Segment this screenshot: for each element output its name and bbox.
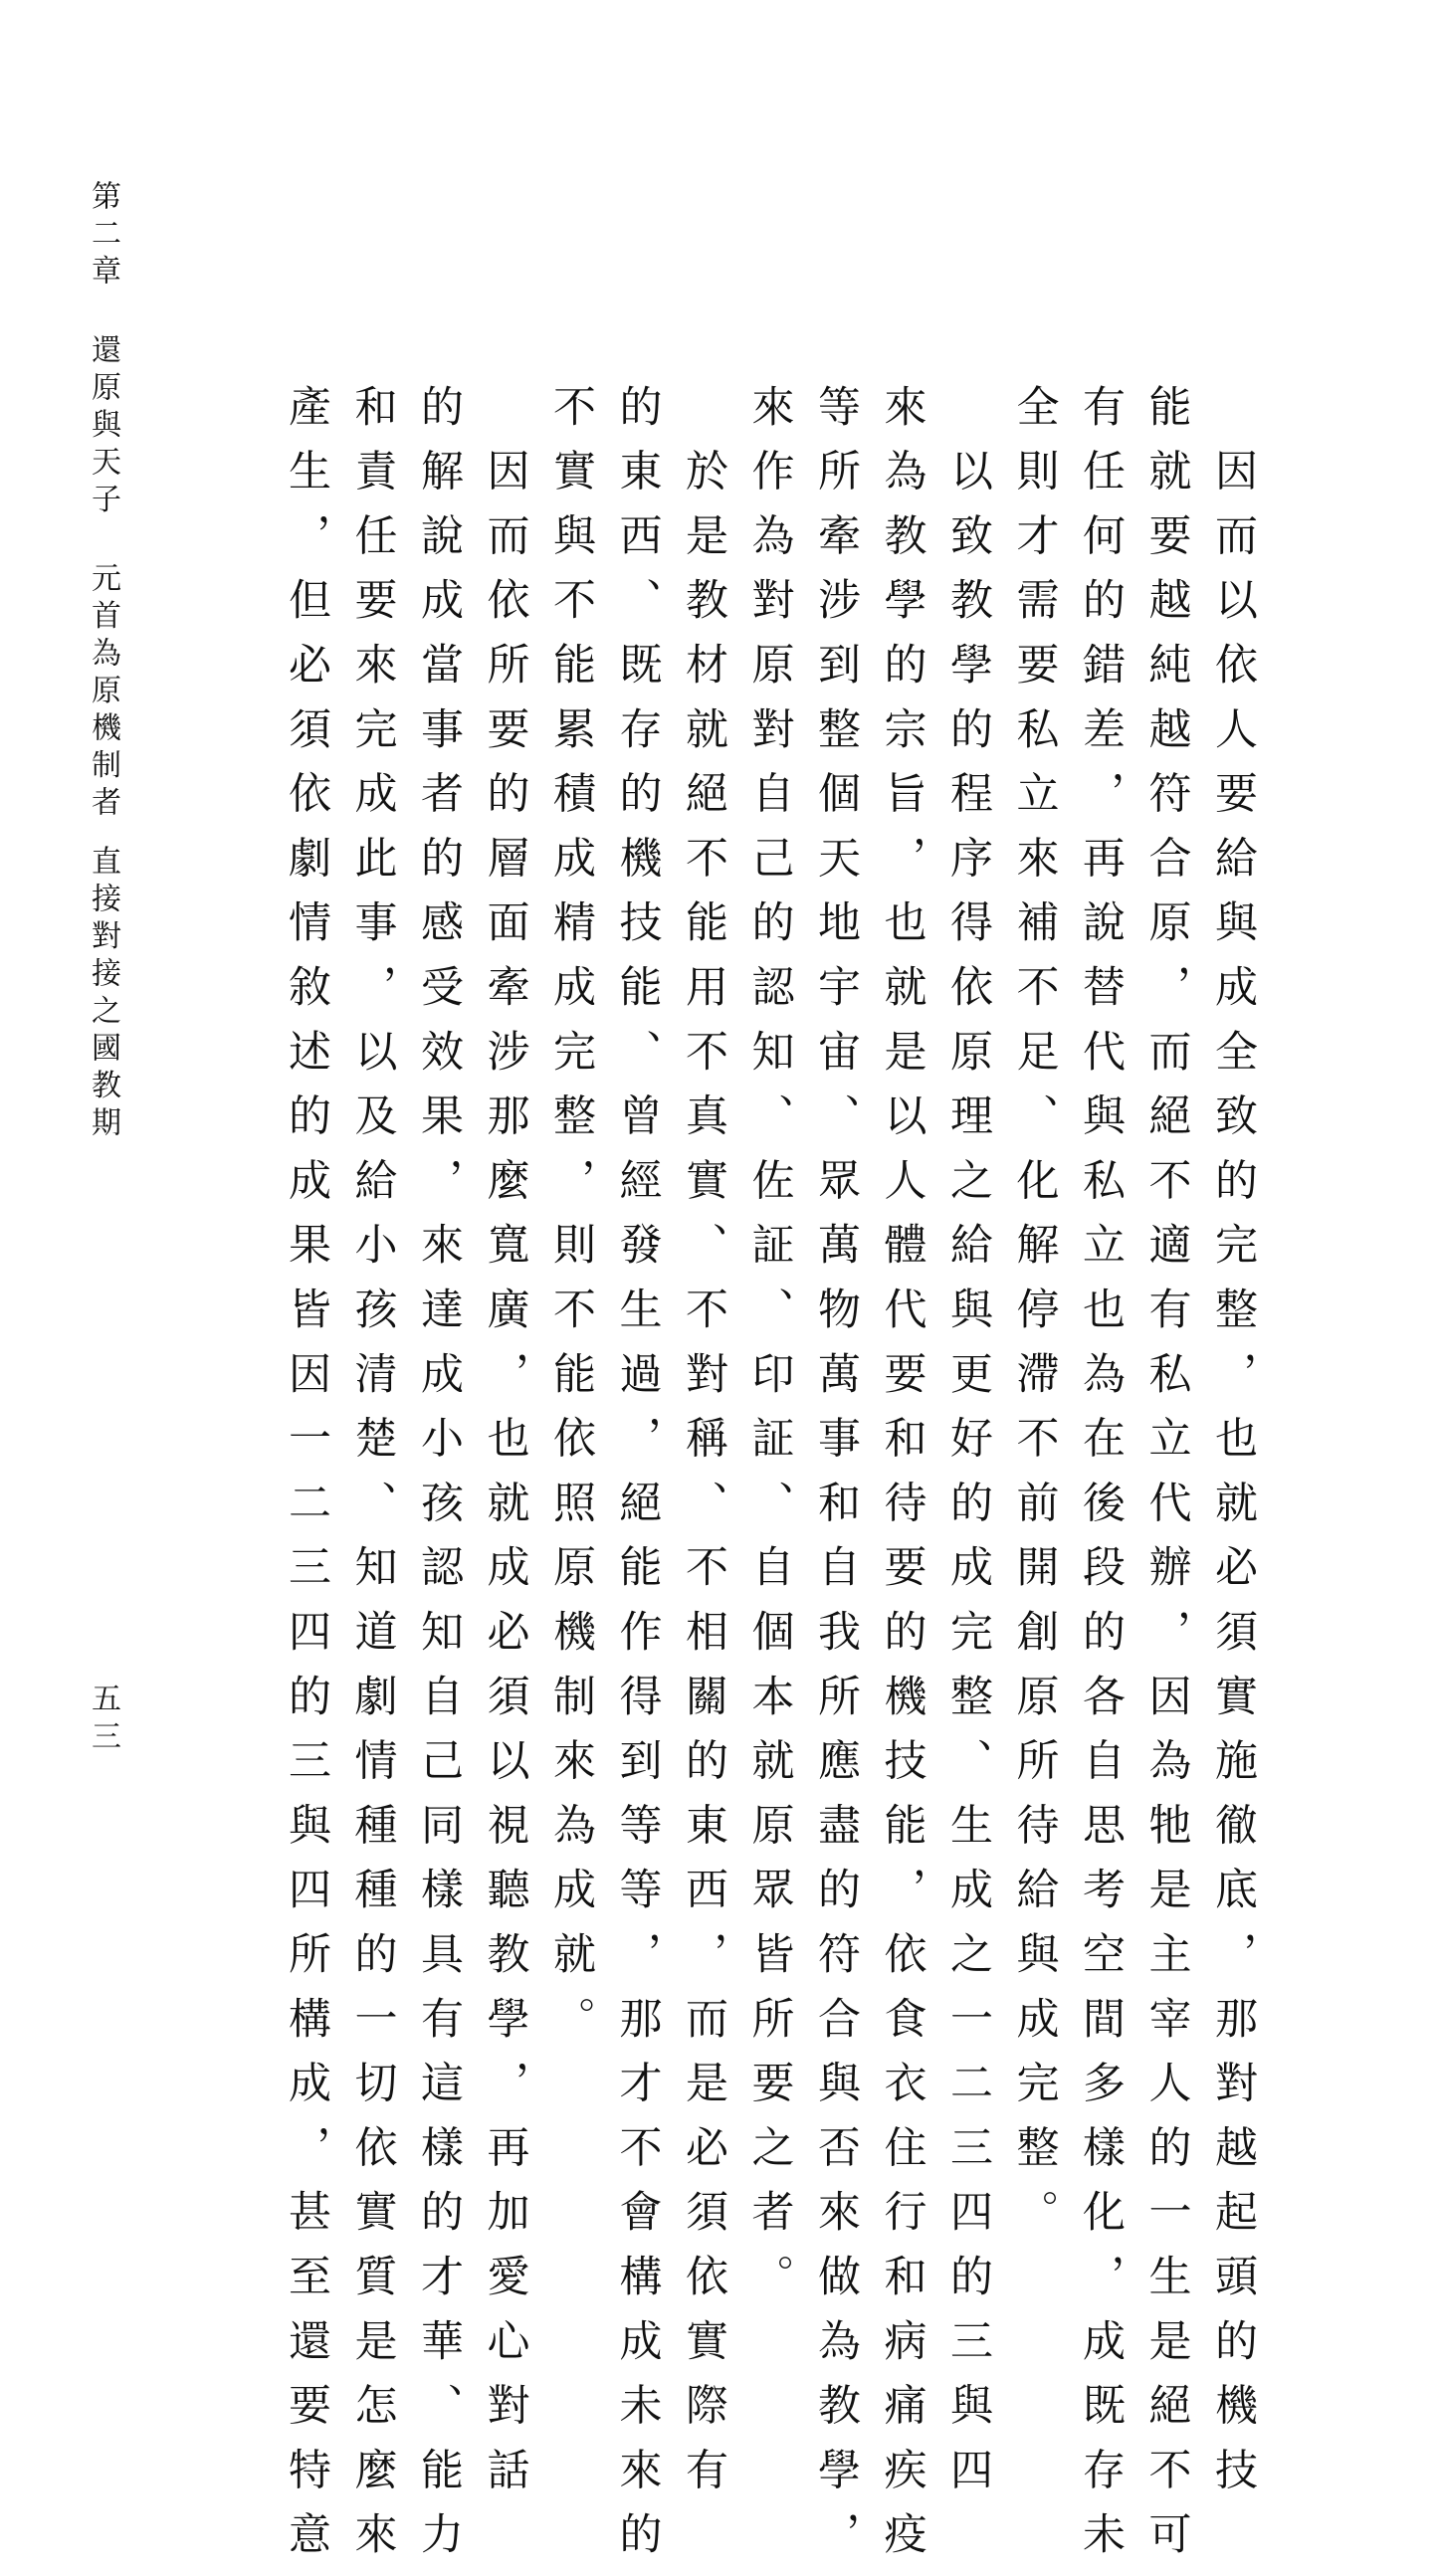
text-line: 全則才需要私立來補不足、化解停滯不前開創原所待給與成完整。	[1009, 384, 1060, 2255]
chapter-label: 第二章	[86, 180, 120, 293]
text-line: 來作為對原對自己的認知、佐証、印証、自個本就原眾皆所要之者。	[744, 384, 795, 2318]
text-line: 等所牽涉到整個天地宇宙、眾萬物萬事和自我所應盡的符合與否來做為教學，	[811, 384, 861, 2576]
running-header	[84, 180, 121, 1144]
chapter-title: 還原與天子	[86, 333, 120, 520]
text-line: 的解說成當事者的感受效果，來達成小孩認知自己同樣具有這樣的才華、能力	[414, 384, 464, 2576]
text-line: 的東西、既存的機技能、曾經發生過，絕能作得到等等，那才不會構成未來的	[612, 384, 663, 2576]
text-line: 能就要越純越符合原，而絕不適有私立代辦，因為牠是主宰人的一生是絕不可	[1141, 384, 1192, 2576]
text-line: 來為教學的宗旨，也就是以人體代要和待要的機技能，依食衣住行和病痛疾疫	[877, 384, 927, 2576]
chapter-subtitle-b: 直接對接之國教期	[86, 845, 120, 1144]
text-line: 不實與不能累積成精成完整，則不能依照原機制來為成就。	[546, 384, 596, 2061]
text-line: 因而以依人要給與成全致的完整，也就必須實施徹底，那對越起頭的機技	[1208, 384, 1258, 2512]
chapter-subtitle-a: 元首為原機制者	[86, 562, 120, 824]
text-line: 以致教學的程序得依原理之給與更好的成完整、生成之一二三四的三與四	[943, 384, 993, 2512]
text-line: 和責任要來完成此事，以及給小孩清楚、知道劇情種種的一切依實質是怎麼來	[347, 384, 398, 2576]
page-number: 五三	[86, 1683, 120, 1758]
body-text	[274, 384, 1267, 2576]
text-line: 於是教材就絕不能用不真實、不對稱、不相關的東西，而是必須依實際有	[679, 384, 728, 2512]
text-line: 因而依所要的層面牽涉那麼寬廣，也就成必須以視聽教學，再加愛心對話	[480, 384, 530, 2512]
text-line: 產生，但必須依劇情敘述的成果皆因一二三四的三與四所構成，甚至還要特意	[282, 384, 331, 2576]
text-line: 有任何的錯差，再說替代與私立也為在後段的各自思考空間多樣化，成既存未	[1076, 384, 1126, 2576]
